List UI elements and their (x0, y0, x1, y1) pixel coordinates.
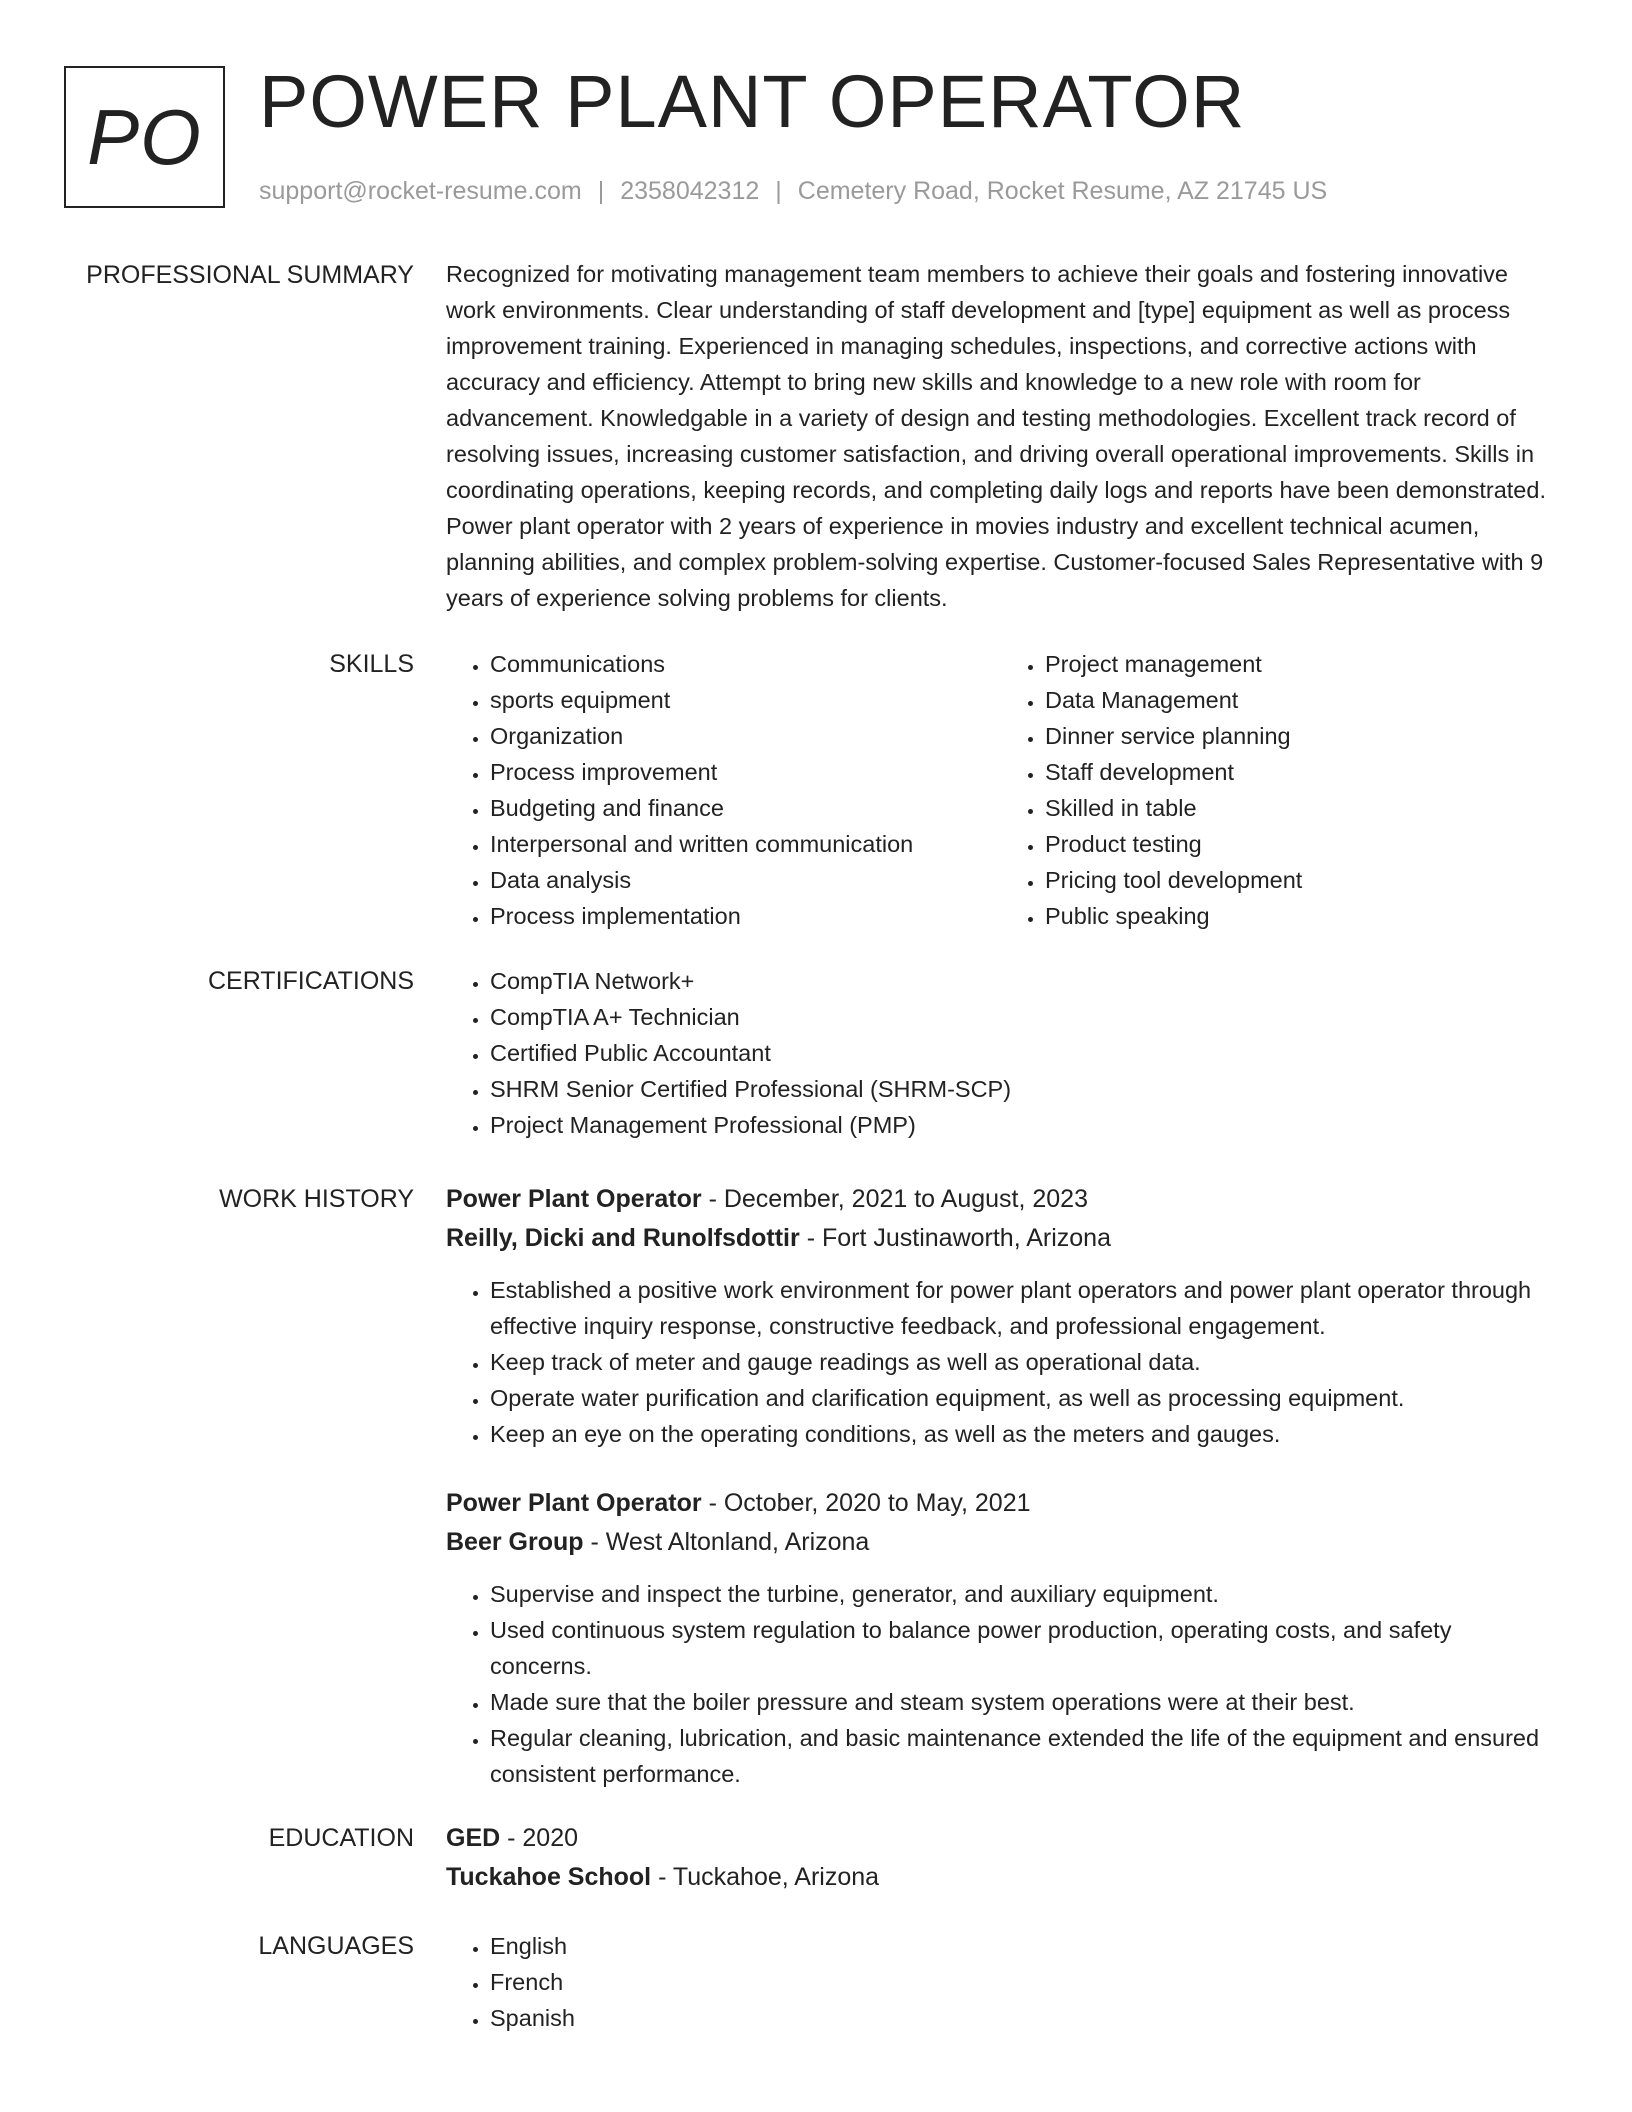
skills-list-left (446, 646, 1001, 934)
job-location: - West Altonland, Arizona (583, 1528, 870, 1556)
education-degree: GED (446, 1824, 501, 1852)
list-item: • Operate water purification and clarification equipment, as well as processing equipment. (490, 1380, 1556, 1416)
skills-heading: SKILLS (329, 650, 414, 678)
list-item: • Project Management Professional (PMP) (490, 1107, 1556, 1143)
list-item: • SHRM Senior Certified Professional (SHRM-SCP) (490, 1071, 1556, 1107)
list-item: • Pricing tool development (1045, 862, 1556, 898)
list-item: • Budgeting and finance (490, 790, 1001, 826)
list-item: • Established a positive work environment for power plant operators and power plant operator through effective inquiry response, constructive feedback, and professional engagement. (490, 1272, 1556, 1344)
list-item: • Project management (1045, 646, 1556, 682)
skills-list-right (1001, 646, 1556, 934)
list-item: • Staff development (1045, 754, 1556, 790)
list-item: • Data analysis (490, 862, 1001, 898)
list-item: • CompTIA Network+ (490, 963, 1556, 999)
list-item: • Keep track of meter and gauge readings as well as operational data. (490, 1344, 1556, 1380)
contact-address: Cemetery Road, Rocket Resume, AZ 21745 US (797, 177, 1328, 205)
summary-text: Recognized for motivating management team members to achieve their goals and fostering innovative work environments. Clear understanding of staff development and [type] equipment as well as process improvement training. Experienced in managing schedules, inspections, and corrective actions with accuracy and efficiency. Attempt to bring new skills and knowledge to a new role with room for advancement. Knowledgable in a variety of design and testing methodologies. Excellent track record of resolving issues, increasing customer satisfaction, and driving overall operational improvements. Skills in coordinating operations, keeping records, and completing daily logs and reports have been demonstrated. Power plant operator with 2 years of experience in movies industry and excellent technical acumen, planning abilities, and complex problem-solving expertise. Customer-focused Sales Representative with 9 years of experience solving problems for clients. (446, 261, 1546, 611)
summary-heading: PROFESSIONAL SUMMARY (86, 261, 414, 289)
certifications-heading: CERTIFICATIONS (207, 967, 414, 995)
list-item: • Process implementation (490, 898, 1001, 934)
list-item: • Organization (490, 718, 1001, 754)
job-duties-list (446, 1576, 1556, 1792)
list-item: • Supervise and inspect the turbine, generator, and auxiliary equipment. (490, 1576, 1556, 1612)
job-entry (446, 1180, 1556, 1452)
job-title-line (446, 1484, 1556, 1523)
list-item: • CompTIA A+ Technician (490, 999, 1556, 1035)
education-location: - Tuckahoe, Arizona (651, 1863, 880, 1891)
work-history-heading: WORK HISTORY (219, 1185, 414, 1213)
list-item: • Process improvement (490, 754, 1001, 790)
list-item: • Data Management (1045, 682, 1556, 718)
list-item: • Regular cleaning, lubrication, and basic maintenance extended the life of the equipment and ensured consistent performance. (490, 1720, 1556, 1792)
job-duties-list (446, 1272, 1556, 1452)
job-company-line (446, 1523, 1556, 1562)
list-item: • Certified Public Accountant (490, 1035, 1556, 1071)
resume-title: POWER PLANT OPERATOR (259, 60, 1246, 143)
languages-list (446, 1928, 1556, 2036)
contact-email: support@rocket-resume.com (259, 177, 582, 205)
education-school: Tuckahoe School (446, 1863, 652, 1891)
job-company-line (446, 1219, 1556, 1258)
list-item: • Used continuous system regulation to balance power production, operating costs, and safety concerns. (490, 1612, 1556, 1684)
monogram-initials: PO (87, 92, 202, 181)
contact-separator: | (775, 177, 782, 205)
list-item: • Keep an eye on the operating conditions, as well as the meters and gauges. (490, 1416, 1556, 1452)
contact-separator: | (597, 177, 605, 205)
list-item: • Made sure that the boiler pressure and steam system operations were at their best. (490, 1684, 1556, 1720)
list-item: • Dinner service planning (1045, 718, 1556, 754)
job-title-line (446, 1180, 1556, 1219)
education-degree-line (446, 1819, 1556, 1858)
list-item: • sports equipment (490, 682, 1001, 718)
list-item: • Communications (490, 646, 1001, 682)
certifications-list (446, 963, 1556, 1143)
languages-heading: LANGUAGES (258, 1932, 414, 1960)
list-item: • French (490, 1964, 1556, 2000)
education-heading: EDUCATION (268, 1824, 414, 1852)
contact-phone: 2358042312 (620, 177, 760, 205)
list-item: • English (490, 1928, 1556, 1964)
job-dates: - December, 2021 to August, 2023 (701, 1185, 1088, 1213)
job-location: - Fort Justinaworth, Arizona (799, 1224, 1111, 1252)
job-company: Beer Group (446, 1528, 584, 1556)
list-item: • Skilled in table (1045, 790, 1556, 826)
list-item: • Spanish (490, 2000, 1556, 2036)
job-entry (446, 1484, 1556, 1792)
job-title: Power Plant Operator (446, 1489, 702, 1517)
contact-line (259, 176, 1327, 206)
list-item: • Interpersonal and written communication (490, 826, 1001, 862)
monogram-box (64, 66, 225, 208)
list-item: • Public speaking (1045, 898, 1556, 934)
education-year: - 2020 (500, 1824, 579, 1852)
education-school-line (446, 1858, 1556, 1897)
job-dates: - October, 2020 to May, 2021 (701, 1489, 1031, 1517)
list-item: • Product testing (1045, 826, 1556, 862)
job-company: Reilly, Dicki and Runolfsdottir (446, 1224, 800, 1252)
job-title: Power Plant Operator (446, 1185, 702, 1213)
